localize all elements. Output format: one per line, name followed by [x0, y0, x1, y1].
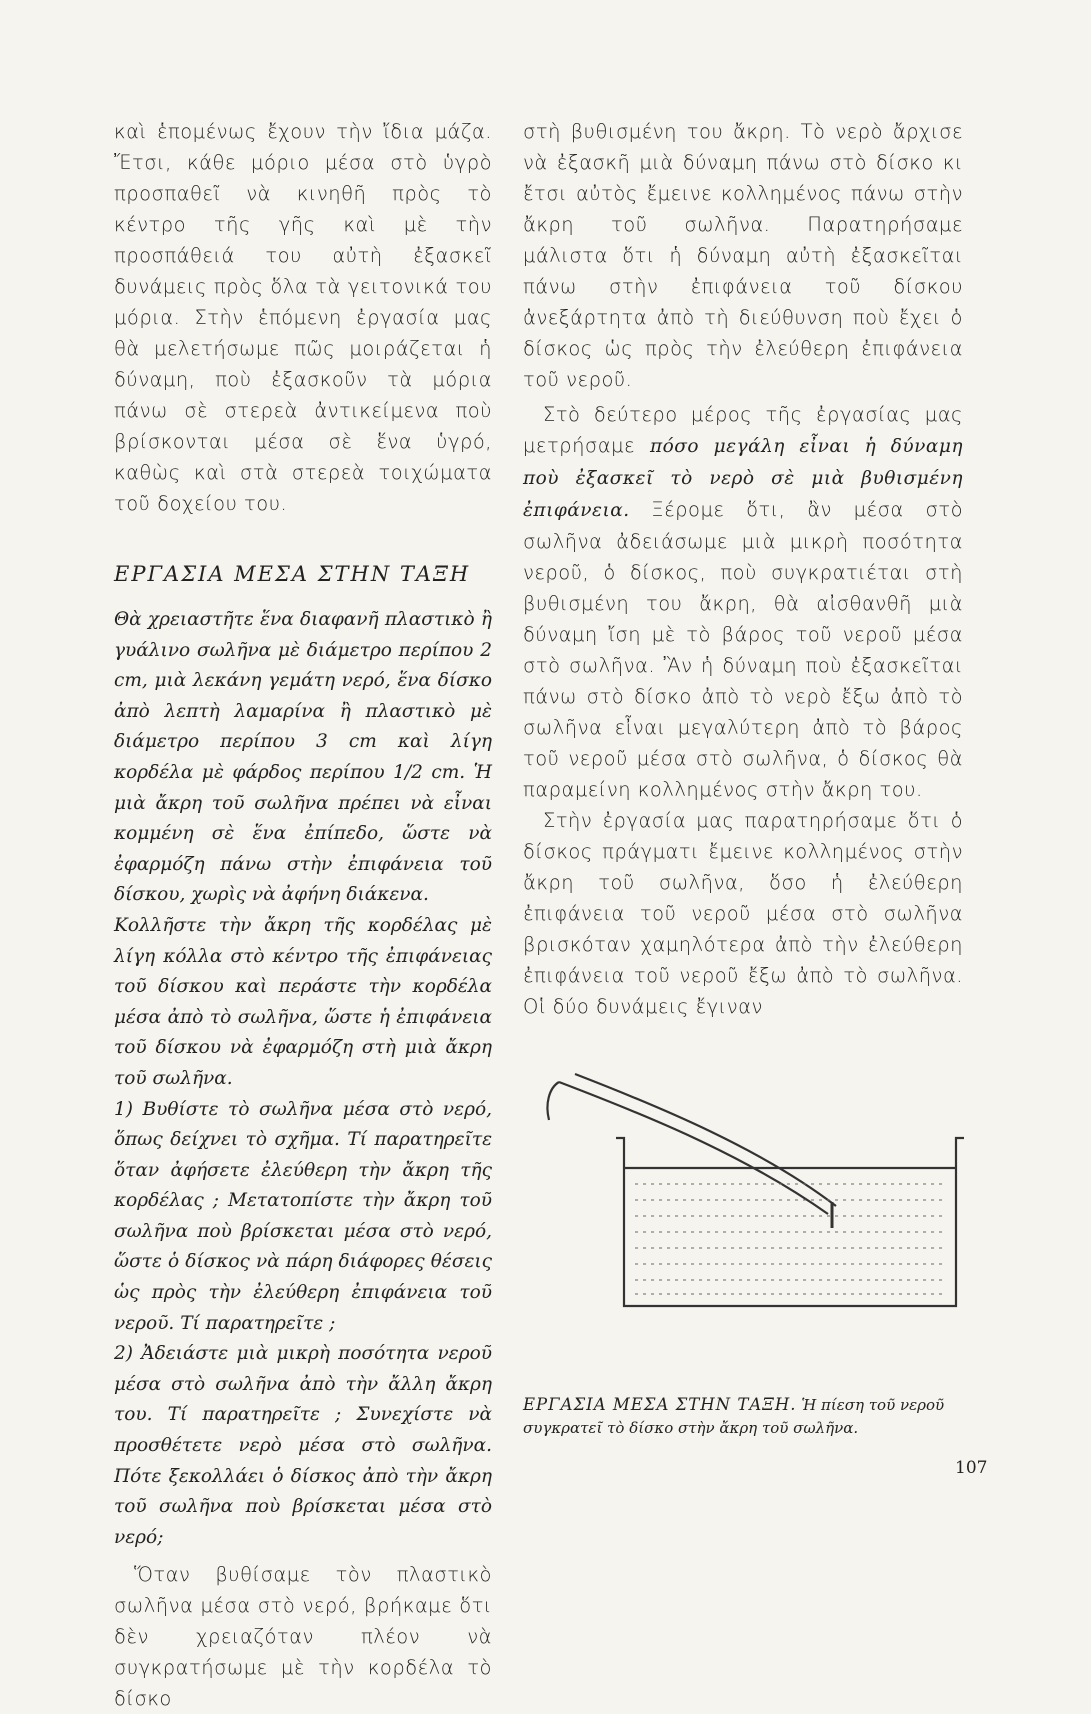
right-column — [523, 116, 963, 1022]
ribbon-string — [547, 1082, 559, 1120]
paragraph-measurement — [523, 399, 963, 805]
section-heading: ΕΡΓΑΣΙΑ ΜΕΣΑ ΣΤΗΝ ΤΑΞΗ — [114, 562, 471, 586]
figure-caption — [523, 1393, 963, 1440]
measurement-intro: Στὸ δεύτερο μέρος τῆς ἐργασίας μας μετρήσαμε — [523, 403, 963, 457]
left-column — [114, 116, 492, 1714]
experiment-figure — [523, 1064, 983, 1384]
instructions-glue: Κολλῆστε τὴν ἄκρη τῆς κορδέλας μὲ λίγη κόλλα στὸ κέντρο τῆς ἐπιφάνειας τοῦ δίσκου καὶ περάστε τὴν κορδέλα μέσα ἀπὸ τὸ σωλῆνα, ὥστε ἡ ἐπιφάνεια τοῦ δίσκου νὰ ἐφαρμόζη στὴ μιὰ ἄκρη τοῦ σωλῆνα. — [114, 914, 492, 1089]
paragraph-observation: Ὅταν βυθίσαμε τὸν πλαστικὸ σωλῆνα μέσα στὸ νερό, βρήκαμε ὅτι δὲν χρειαζόταν πλέον νὰ συγκρατήσωμε μὲ τὴν κορδέλα τὸ δίσκο — [114, 1563, 492, 1711]
instructions-step-2: 2) Ἀδειάστε μιὰ μικρὴ ποσότητα νεροῦ μέσα στὸ σωλῆνα ἀπὸ τὴν ἄλλη ἄκρη του. Τί παρατηρεῖτε ; Συνεχίστε νὰ προσθέτετε νερὸ μέσα στὸ σωλῆνα. Πότε ξεκολλάει ὁ δίσκος ἀπὸ τὴν ἄκρη τοῦ σωλῆνα ποὺ βρίσκεται μέσα στὸ νερό; — [114, 1343, 492, 1548]
caption-text: Ἡ πίεση τοῦ νεροῦ συγκρατεῖ τὸ δίσκο στὴν ἄκρη τοῦ σωλῆνα. — [523, 1396, 945, 1437]
measurement-rest: Ξέρομε ὅτι, ἂν μέσα στὸ σωλῆνα ἀδειάσωμε μιὰ μικρὴ ποσότητα νεροῦ, ὁ δίσκος, ποὺ συγκρατιέται στὴ βυθισμένη του ἄκρη, θὰ αἰσθανθῆ μιὰ δύναμη ἴση μὲ τὸ βάρος τοῦ νεροῦ μέσα στὸ σωλῆνα. Ἂν ἡ δύναμη ποὺ ἐξασκεῖται πάνω στὸ δίσκο ἀπὸ τὸ νερὸ ἔξω ἀπὸ τὸ σωλῆνα εἶναι μεγαλύτερη ἀπὸ τὸ βάρος τοῦ νεροῦ μέσα στὸ σωλῆνα, ὁ δίσκος θὰ παραμείνη κολλημένος στὴν ἄκρη του. — [523, 498, 963, 801]
water-texture — [635, 1184, 943, 1294]
paragraph-continuation: στὴ βυθισμένη του ἄκρη. Τὸ νερὸ ἄρχισε νὰ ἐξασκῆ μιὰ δύναμη πάνω στὸ δίσκο κι ἔτσι αὐτὸς ἔμεινε κολλημένος πάνω στὴν ἄκρη τοῦ σωλῆνα. Παρατηρήσαμε μάλιστα ὅτι ἡ δύναμη αὐτὴ ἐξασκεῖται πάνω στὴν ἐπιφάνεια τοῦ δίσκου ἀνεξάρτητα ἀπὸ τὴ διεύθυνση ποὺ ἔχει ὁ δίσκος ὡς πρὸς τὴν ἐλεύθερη ἐπιφάνεια τοῦ νεροῦ. — [523, 120, 963, 391]
paragraph-molecules: καὶ ἑπομένως ἔχουν τὴν ἴδια μάζα. Ἔτσι, κάθε μόριο μέσα στὸ ὑγρὸ προσπαθεῖ νὰ κινηθῆ πρὸς τὸ κέντρο τῆς γῆς καὶ μὲ τὴν προσπάθειά του αὐτὴ ἐξασκεῖ δυνάμεις πρὸς ὅλα τὰ γειτονικά του μόρια. Στὴν ἑπόμενη ἐργασία μας θὰ μελετήσωμε πῶς μοιράζεται ἡ δύναμη, ποὺ ἐξασκοῦν τὰ μόρια πάνω σὲ στερεὰ ἀντικείμενα ποὺ βρίσκονται μέσα σὲ ἕνα ὑγρό, καθὼς καὶ στὰ στερεὰ τοιχώματα τοῦ δοχείου του. — [114, 120, 492, 515]
paragraph-result: Στὴν ἐργασία μας παρατηρήσαμε ὅτι ὁ δίσκος πράγματι ἔμεινε κολλημένος στὴν ἄκρη τοῦ σωλῆνα, ὅσο ἡ ἐλεύθερη ἐπιφάνεια τοῦ νεροῦ μέσα στὸ σωλῆνα βρισκόταν χαμηλότερα ἀπὸ τὴν ἐλεύθερη ἐπιφάνεια τοῦ νεροῦ ἔξω ἀπὸ τὸ σωλῆνα. Οἱ δύο δυνάμεις ἔγιναν — [523, 809, 963, 1018]
page-number: 107 — [955, 1458, 988, 1478]
tube-lower-edge — [575, 1074, 836, 1206]
caption-heading: ΕΡΓΑΣΙΑ ΜΕΣΑ ΣΤΗΝ ΤΑΞΗ. — [523, 1395, 797, 1414]
tube-upper-edge — [559, 1082, 828, 1214]
instructions-materials: Θὰ χρειαστῆτε ἕνα διαφανῆ πλαστικὸ ἢ γυάλινο σωλῆνα μὲ διάμετρο περίπου 2 cm, μιὰ λεκάνη γεμάτη νερό, ἕνα δίσκο ἀπὸ λεπτὴ λαμαρίνα ἢ πλαστικὸ μὲ διάμετρο περίπου 3 cm καὶ λίγη κορδέλα μὲ φάρδος περίπου 1/2 cm. Ἡ μιὰ ἄκρη τοῦ σωλῆνα πρέπει νὰ εἶναι κομμένη σὲ ἕνα ἐπίπεδο, ὥστε νὰ ἐφαρμόζη πάνω στὴν ἐπιφάνεια τοῦ δίσκου, χωρὶς νὰ ἀφήνη διάκενα. — [114, 609, 492, 906]
basin-outline — [616, 1138, 964, 1306]
measurement-emphasis: πόσο μεγάλη εἶναι ἡ δύναμη ποὺ ἐξασκεῖ τὸ νερὸ σὲ μιὰ βυθισμένη ἐπιφάνεια. — [523, 436, 964, 521]
instructions-step-1: 1) Βυθίστε τὸ σωλῆνα μέσα στὸ νερό, ὅπως δείχνει τὸ σχῆμα. Τί παρατηρεῖτε ὅταν ἀφήσετε ἐλεύθερη τὴν ἄκρη τῆς κορδέλας ; Μετατοπίστε τὴν ἄκρη τοῦ σωλῆνα ποὺ βρίσκεται μέσα στὸ νερό, ὥστε ὁ δίσκος νὰ πάρη διάφορες θέσεις ὡς πρὸς τὴν ἐλεύθερη ἐπιφάνεια τοῦ νεροῦ. Τί παρατηρεῖτε ; — [114, 1098, 492, 1334]
